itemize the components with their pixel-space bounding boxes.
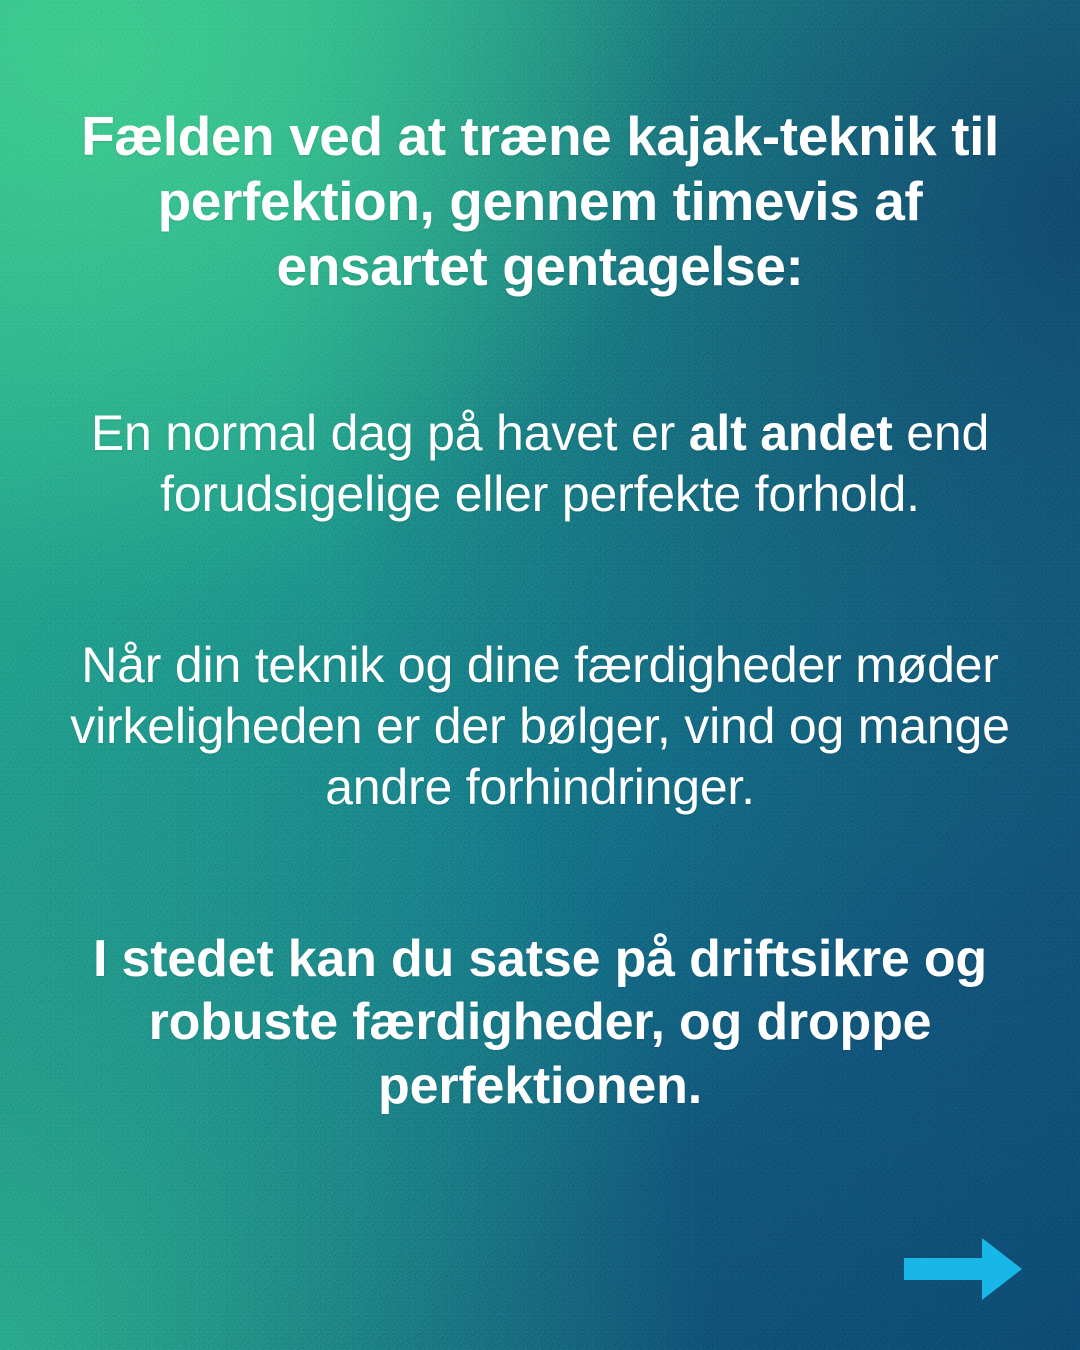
- spacer: [56, 299, 1024, 403]
- spacer: [56, 525, 1024, 635]
- paragraph-1-tail: end forudsigelige eller perfekte forhold.: [160, 404, 990, 522]
- paragraph-1-emphasis: alt andet: [688, 404, 893, 461]
- paragraph-1-lead: En normal dag på havet er: [90, 404, 689, 461]
- spacer: [56, 818, 1024, 928]
- paragraph-3: I stedet kan du satse på driftsikre og robuste færdigheder, og droppe perfektionen.: [93, 929, 987, 1115]
- page-title: Fælden ved at træne kajak-teknik til perfektion, gennem timevis af ensartet gentagelse:: [81, 105, 999, 297]
- paragraph-1: [56, 403, 1024, 525]
- paragraph-2: Når din teknik og dine færdigheder møder virkeligheden er der bølger, vind og mange andre forhindringer.: [70, 636, 1010, 815]
- arrow-right-icon[interactable]: [904, 1230, 1024, 1308]
